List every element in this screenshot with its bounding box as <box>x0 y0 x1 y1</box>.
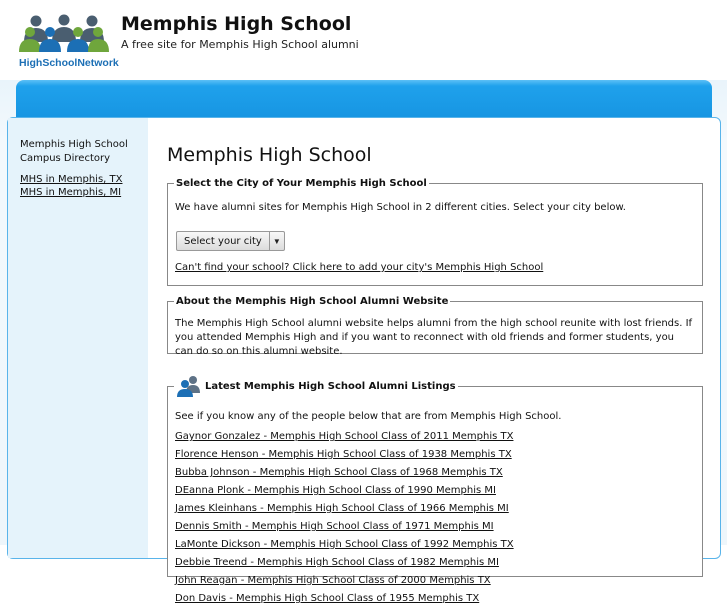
alumni-link[interactable]: Gaynor Gonzalez - Memphis High School Class of 2011 Memphis TX <box>175 431 514 442</box>
city-select-label: Select your city <box>184 235 262 247</box>
alumni-listings-box <box>167 375 703 604</box>
people-icon <box>176 375 202 397</box>
alumni-link[interactable]: Florence Henson - Memphis High School Class of 1938 Memphis TX <box>175 449 512 460</box>
list-item <box>175 534 514 552</box>
page-title: Memphis High School <box>167 144 372 166</box>
site-tagline: A free site for Memphis High School alumni <box>121 38 359 51</box>
list-item <box>175 480 514 498</box>
about-box <box>167 296 703 357</box>
highschoolnetwork-logo[interactable] <box>18 12 119 70</box>
alumni-listings-intro: See if you know any of the people below that are from Memphis High School. <box>175 411 562 422</box>
sidebar-link-memphis-tx[interactable]: MHS in Memphis, TX <box>20 174 123 185</box>
list-item <box>175 516 514 534</box>
about-text: The Memphis High School alumni website helps alumni from the high school reunite with lost friends. If you attended Memphis High and if you want to reconnect with old friends and former students, you can do so on this alumni website. <box>175 318 693 357</box>
sidebar-link-memphis-mi[interactable]: MHS in Memphis, MI <box>20 187 122 198</box>
select-city-box <box>167 178 703 286</box>
alumni-listings-legend <box>174 375 458 397</box>
list-item <box>175 444 514 462</box>
alumni-link[interactable]: LaMonte Dickson - Memphis High School Class of 1992 Memphis TX <box>175 539 514 550</box>
alumni-link[interactable]: DEanna Plonk - Memphis High School Class of 1990 Memphis MI <box>175 485 496 496</box>
campus-directory-links <box>20 173 122 199</box>
list-item <box>175 588 514 606</box>
alumni-listings-list <box>175 426 514 606</box>
about-legend: About the Memphis High School Alumni Website <box>176 296 449 307</box>
select-city-text: We have alumni sites for Memphis High School in 2 different cities. Select your city below. <box>175 202 626 213</box>
list-item <box>175 462 514 480</box>
alumni-link[interactable]: Debbie Treend - Memphis High School Class of 1982 Memphis MI <box>175 557 499 568</box>
content-card <box>7 117 721 604</box>
alumni-link[interactable]: Dennis Smith - Memphis High School Class of 1971 Memphis MI <box>175 521 494 532</box>
alumni-link[interactable]: Bubba Johnson - Memphis High School Class of 1968 Memphis TX <box>175 467 503 478</box>
list-item <box>175 426 514 444</box>
add-city-link[interactable]: Can't find your school? Click here to add your city's Memphis High School <box>175 262 544 273</box>
select-city-legend: Select the City of Your Memphis High School <box>176 178 427 189</box>
city-select-dropdown[interactable] <box>176 231 285 251</box>
sidebar <box>8 118 148 558</box>
list-item <box>175 570 514 588</box>
chevron-down-icon[interactable]: ▼ <box>269 232 284 250</box>
campus-directory-title: Memphis High School Campus Directory <box>20 139 128 164</box>
list-item <box>175 498 514 516</box>
site-title: Memphis High School <box>121 13 352 35</box>
alumni-link[interactable]: James Kleinhans - Memphis High School Class of 1966 Memphis MI <box>175 503 509 514</box>
alumni-link[interactable]: Don Davis - Memphis High School Class of 1955 Memphis TX <box>175 593 480 604</box>
alumni-listings-title: Latest Memphis High School Alumni Listings <box>205 380 456 392</box>
logo-text: HighSchoolNetwork <box>19 57 119 69</box>
list-item <box>175 552 514 570</box>
alumni-link[interactable]: John Reagan - Memphis High School Class of 2000 Memphis TX <box>175 575 491 586</box>
